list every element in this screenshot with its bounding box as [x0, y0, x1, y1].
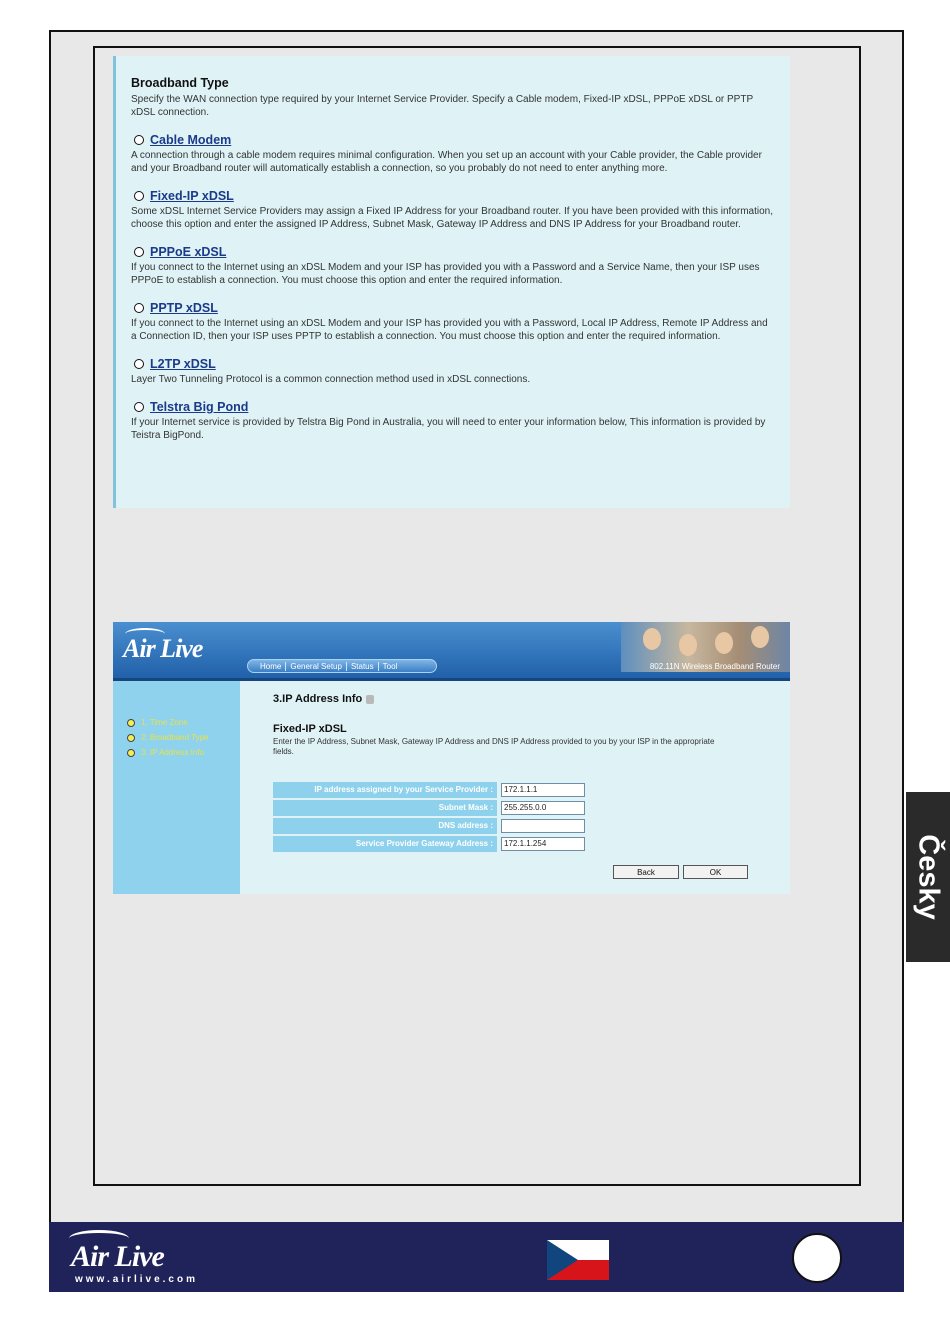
telstra-radio[interactable]: [134, 402, 144, 412]
page-number-circle: [792, 1233, 842, 1283]
step-label: 1. Time Zone: [141, 718, 188, 727]
fixed-ip-description: Enter the IP Address, Subnet Mask, Gateway IP Address and DNS IP Address provided to you by your ISP in the appropriate fields.: [273, 737, 715, 756]
ip-form: [273, 782, 613, 854]
fixed-ip-title: Fixed-IP xDSL: [273, 723, 347, 735]
menu-tool[interactable]: Tool: [382, 661, 398, 671]
pppoe-desc: If you connect to the Internet using an xDSL Modem and your ISP has provided you with a Password and a Service Name, then your ISP uses PPPoE to establish a connection. You must choose this option and enter the required information.: [131, 262, 760, 286]
wizard-sidebar: [113, 681, 240, 894]
option-fixed-ip: [131, 189, 774, 231]
ok-button[interactable]: OK: [683, 865, 748, 879]
ip-info-title: [273, 693, 374, 705]
l2tp-radio[interactable]: [134, 359, 144, 369]
dns-address-label: DNS address :: [273, 818, 497, 836]
broadband-intro: Specify the WAN connection type required by your Internet Service Provider. Specify a Cable modem, Fixed-IP xDSL, PPPoE xDSL or PPTP xDSL connection.: [131, 94, 753, 118]
czech-flag-icon: [547, 1240, 609, 1280]
pptp-desc: If you connect to the Internet using an xDSL Modem and your ISP has provided you with a Password, Local IP Address, Remote IP Address and a Connection ID, then your ISP uses PPTP to establish a connection. You must choose this option and enter the required information.: [131, 318, 768, 342]
l2tp-link[interactable]: L2TP xDSL: [150, 357, 216, 371]
wizard-steps: [127, 715, 208, 760]
ip-address-screenshot: [113, 622, 790, 894]
cable-modem-radio[interactable]: [134, 135, 144, 145]
router-logo: Air Live: [123, 634, 203, 663]
broadband-type-screenshot: [113, 56, 790, 508]
step-bullet-icon: [127, 719, 135, 727]
language-tab: [906, 792, 950, 962]
form-row: [273, 782, 613, 800]
gateway-address-input[interactable]: 172.1.1.254: [501, 837, 585, 851]
dns-address-input[interactable]: [501, 819, 585, 833]
ip-info-title-text: 3.IP Address Info: [273, 693, 363, 705]
ip-address-input[interactable]: 172.1.1.1: [501, 783, 585, 797]
menu-status[interactable]: Status: [347, 662, 379, 671]
step-label: 2. Broadband Type: [141, 733, 209, 742]
step-bullet-icon: [127, 734, 135, 742]
footer-url: www.airlive.com: [75, 1274, 198, 1285]
telstra-desc: If your Internet service is provided by Telstra Big Pond in Australia, you will need to enter your information below, This information is provided by Teistra BigPond.: [131, 417, 766, 441]
router-menu: [247, 659, 437, 673]
footer-logo: Air Live: [71, 1240, 164, 1273]
cable-modem-desc: A connection through a cable modem requires minimal configuration. When you set up an account with your Cable provider, the Cable provider and your Broadband router will automatically establish a connection, so you probably do not need to enter anything more.: [131, 150, 762, 174]
form-row: [273, 800, 613, 818]
router-banner: [113, 622, 790, 680]
router-caption: 802.11N Wireless Broadband Router: [649, 662, 780, 671]
option-pppoe: [131, 245, 774, 287]
fixed-ip-radio[interactable]: [134, 191, 144, 201]
person-photo: [715, 632, 733, 654]
fixed-ip-link[interactable]: Fixed-IP xDSL: [150, 189, 234, 203]
step-time-zone[interactable]: [127, 715, 208, 730]
language-label: Česky: [912, 834, 945, 920]
back-button[interactable]: Back: [613, 865, 679, 879]
menu-home[interactable]: Home: [256, 662, 286, 671]
cable-modem-link[interactable]: Cable Modem: [150, 133, 232, 147]
option-cable-modem: [131, 133, 774, 175]
person-photo: [751, 626, 769, 648]
step-bullet-icon: [127, 749, 135, 757]
banner-photo: [621, 622, 790, 672]
step-ip-address-info[interactable]: [127, 745, 208, 760]
help-icon[interactable]: [366, 695, 374, 704]
broadband-title: Broadband Type: [131, 76, 229, 90]
l2tp-desc: Layer Two Tunneling Protocol is a common connection method used in xDSL connections.: [131, 374, 531, 385]
ip-address-label: IP address assigned by your Service Provider :: [273, 782, 497, 800]
form-row: [273, 836, 613, 854]
pptp-link[interactable]: PPTP xDSL: [150, 301, 218, 315]
step-broadband-type[interactable]: [127, 730, 208, 745]
option-pptp: [131, 301, 774, 343]
footer-bar: [49, 1222, 904, 1292]
pppoe-link[interactable]: PPPoE xDSL: [150, 245, 227, 259]
menu-general-setup[interactable]: General Setup: [286, 662, 347, 671]
form-row: [273, 818, 613, 836]
telstra-link[interactable]: Telstra Big Pond: [150, 400, 249, 414]
pppoe-radio[interactable]: [134, 247, 144, 257]
gateway-address-label: Service Provider Gateway Address :: [273, 836, 497, 854]
subnet-mask-label: Subnet Mask :: [273, 800, 497, 818]
person-photo: [679, 634, 697, 656]
person-photo: [643, 628, 661, 650]
pptp-radio[interactable]: [134, 303, 144, 313]
subnet-mask-input[interactable]: 255.255.0.0: [501, 801, 585, 815]
fixed-ip-desc: Some xDSL Internet Service Providers may assign a Fixed IP Address for your Broadband router. If you have been provided with this information, choose this option and enter the assigned IP Address, Subnet Mask, Gateway IP Address and DNS IP Address for your Broadband router.: [131, 206, 773, 230]
option-telstra: [131, 400, 774, 442]
step-label: 3. IP Address Info: [141, 748, 205, 757]
option-l2tp: [131, 357, 774, 386]
